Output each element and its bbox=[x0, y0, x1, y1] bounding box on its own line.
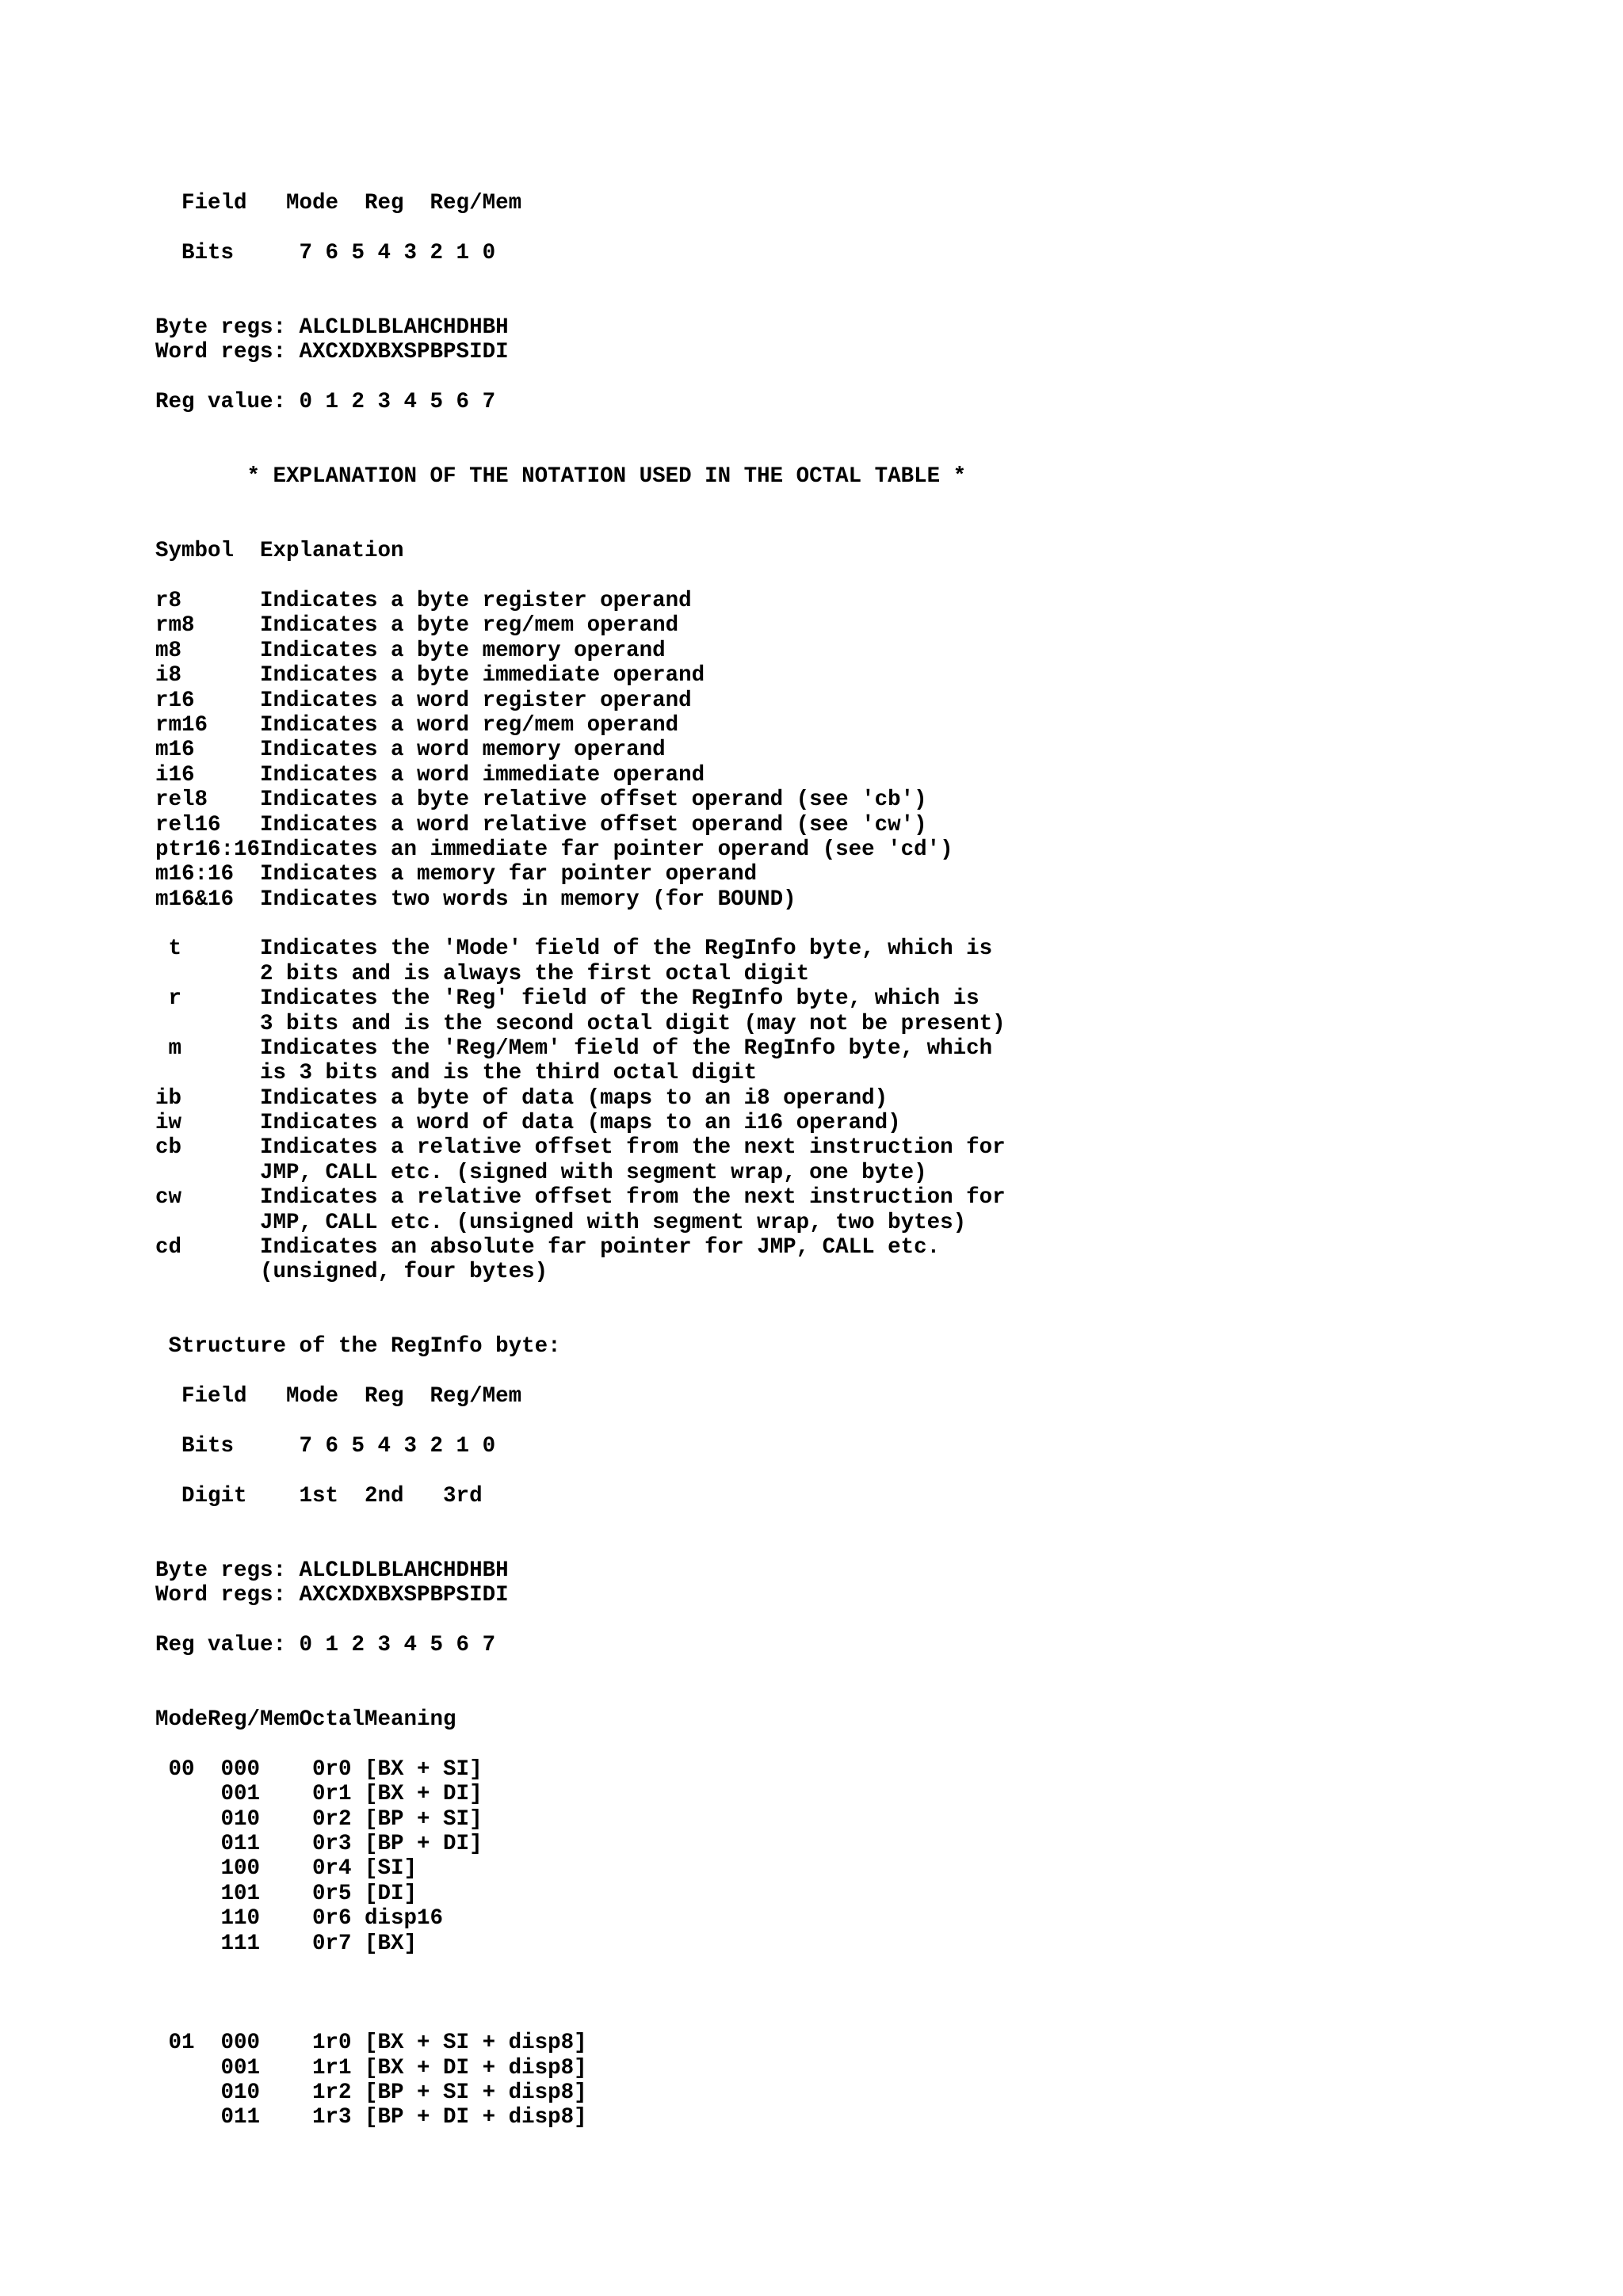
text-line: m Indicates the 'Reg/Mem' field of the RegInfo byte, which bbox=[155, 1035, 993, 1061]
text-line: Bits 7 6 5 4 3 2 1 0 bbox=[155, 1434, 496, 1459]
text-line: 001 0r1 [BX + DI] bbox=[155, 1782, 483, 1807]
text-line: 01 000 1r0 [BX + SI + disp8] bbox=[155, 2031, 587, 2056]
text-line: i8 Indicates a byte immediate operand bbox=[155, 663, 705, 688]
text-line: rel8 Indicates a byte relative offset operand (see 'cb') bbox=[155, 788, 927, 813]
text-line: 001 1r1 [BX + DI + disp8] bbox=[155, 2055, 587, 2081]
text-line: Byte regs: ALCLDLBLAHCHDHBH bbox=[155, 315, 509, 340]
text-line: * EXPLANATION OF THE NOTATION USED IN THE OCTAL TABLE * bbox=[155, 464, 967, 490]
text-line: 2 bits and is always the first octal digit bbox=[155, 961, 810, 986]
text-line: 00 000 0r0 [BX + SI] bbox=[155, 1756, 483, 1782]
text-line: m16 Indicates a word memory operand bbox=[155, 738, 666, 763]
text-line: rm16 Indicates a word reg/mem operand bbox=[155, 712, 679, 738]
text-line: 3 bits and is the second octal digit (may not be present) bbox=[155, 1011, 1006, 1036]
text-line: ptr16:16Indicates an immediate far pointer operand (see 'cd') bbox=[155, 837, 953, 862]
text-line: cw Indicates a relative offset from the next instruction for bbox=[155, 1185, 1006, 1211]
text-line: 110 0r6 disp16 bbox=[155, 1906, 444, 1932]
text-line: Word regs: AXCXDXBXSPBPSIDI bbox=[155, 340, 509, 365]
text-line: m16:16 Indicates a memory far pointer operand bbox=[155, 862, 758, 887]
text-line: 111 0r7 [BX] bbox=[155, 1931, 418, 1956]
text-line: Byte regs: ALCLDLBLAHCHDHBH bbox=[155, 1558, 509, 1583]
text-line: Field Mode Reg Reg/Mem bbox=[155, 191, 522, 215]
text-line: Symbol Explanation bbox=[155, 539, 404, 564]
text-line: rel16 Indicates a word relative offset operand (see 'cw') bbox=[155, 812, 927, 837]
text-line: Structure of the RegInfo byte: bbox=[155, 1334, 561, 1360]
text-line: is 3 bits and is the third octal digit bbox=[155, 1061, 758, 1086]
text-line: r8 Indicates a byte register operand bbox=[155, 589, 692, 614]
text-line: JMP, CALL etc. (signed with segment wrap, one byte) bbox=[155, 1160, 927, 1185]
text-line: Digit 1st 2nd 3rd bbox=[155, 1483, 483, 1508]
text-line: r16 Indicates a word register operand bbox=[155, 688, 692, 713]
text-line: cd Indicates an absolute far pointer for JMP, CALL etc. bbox=[155, 1234, 941, 1260]
text-line: Reg value: 0 1 2 3 4 5 6 7 bbox=[155, 390, 496, 415]
text-line: 010 1r2 [BP + SI + disp8] bbox=[155, 2080, 587, 2105]
text-line: Bits 7 6 5 4 3 2 1 0 bbox=[155, 240, 496, 265]
text-line: m8 Indicates a byte memory operand bbox=[155, 638, 666, 663]
text-line: 010 0r2 [BP + SI] bbox=[155, 1806, 483, 1832]
text-line: 011 0r3 [BP + DI] bbox=[155, 1832, 483, 1857]
text-line: JMP, CALL etc. (unsigned with segment wrap, two bytes) bbox=[155, 1210, 967, 1235]
text-line: Reg value: 0 1 2 3 4 5 6 7 bbox=[155, 1633, 496, 1658]
text-line: ModeReg/MemOctalMeaning bbox=[155, 1707, 456, 1733]
text-line: 100 0r4 [SI] bbox=[155, 1856, 418, 1882]
text-line: Word regs: AXCXDXBXSPBPSIDI bbox=[155, 1583, 509, 1608]
text-line: ib Indicates a byte of data (maps to an i8 operand) bbox=[155, 1085, 888, 1111]
text-line: t Indicates the 'Mode' field of the RegInfo byte, which is bbox=[155, 936, 993, 962]
text-line: 101 0r5 [DI] bbox=[155, 1881, 418, 1906]
text-line: 011 1r3 [BP + DI + disp8] bbox=[155, 2105, 587, 2130]
text-line: i16 Indicates a word immediate operand bbox=[155, 762, 705, 788]
text-line: rm8 Indicates a byte reg/mem operand bbox=[155, 613, 679, 639]
text-line: Field Mode Reg Reg/Mem bbox=[155, 1384, 522, 1409]
text-line: iw Indicates a word of data (maps to an i16 operand) bbox=[155, 1111, 901, 1136]
text-line: cb Indicates a relative offset from the next instruction for bbox=[155, 1135, 1006, 1161]
text-line: m16&16 Indicates two words in memory (for BOUND) bbox=[155, 887, 796, 912]
text-line: (unsigned, four bytes) bbox=[155, 1260, 548, 1285]
text-line: r Indicates the 'Reg' field of the RegInfo byte, which is bbox=[155, 986, 980, 1012]
